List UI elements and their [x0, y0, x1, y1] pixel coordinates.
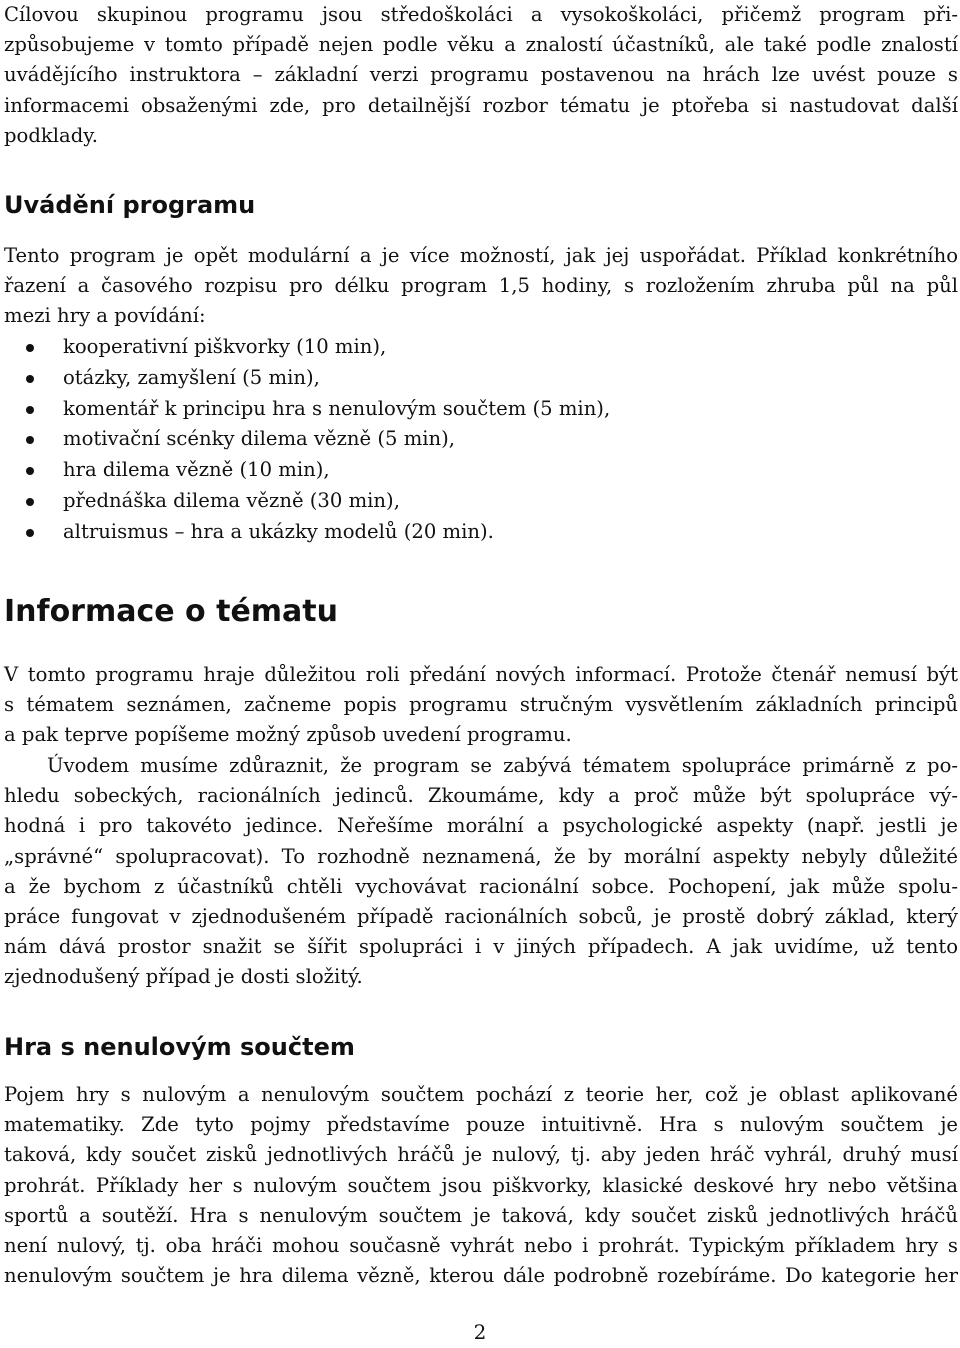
list-item: altruismus – hra a ukázky modelů (20 min). [4, 517, 610, 548]
hra-paragraph [4, 1080, 958, 1291]
list-item: komentář k principu hra s nenulovým součtem (5 min), [4, 394, 610, 425]
bullet-icon [26, 529, 34, 537]
bullet-icon [26, 344, 34, 352]
text-line: sportů a soutěží. Hra s nenulovým součtem je taková, kdy součet zisků jednotlivých hráčů [4, 1203, 958, 1227]
intro-paragraph [4, 0, 958, 151]
heading-informace-o-tematu: Informace o tématu [4, 594, 338, 629]
list-item: otázky, zamyšlení (5 min), [4, 363, 610, 394]
text-line: Tento program je opět modulární a je více možností, jak jej uspořádat. Příklad konkrétního [4, 244, 958, 267]
uvadeni-paragraph [4, 241, 958, 332]
text-line: nám dává prostor snažit se šířit spolupráci i v jiných případech. A jak uvidíme, už tento [4, 935, 958, 959]
list-item: přednáška dilema vězně (30 min), [4, 486, 610, 517]
text-line: „správné“ spolupracovat). To rozhodně neznamená, že by morální aspekty nebyly důležité [4, 844, 958, 868]
text-line: hledu sobeckých, racionálních jedinců. Zkoumáme, kdy a proč může být spolupráce vý- [4, 784, 958, 808]
text-line: taková, kdy součet zisků jednotlivých hráčů je nulový, tj. aby jeden hráč vyhrál, druhý musí [4, 1143, 958, 1167]
bullet-icon [26, 498, 34, 506]
text-line: způsobujeme v tomto případě nejen podle věku a znalostí účastníků, ale také podle znalostí [4, 33, 958, 57]
text-line: nenulovým součtem je hra dilema vězně, kterou dále podrobně rozebíráme. Do kategorie her [4, 1264, 958, 1288]
heading-hra-s-nenulovym-souctem: Hra s nenulovým součtem [4, 1033, 355, 1061]
text-line: a pak teprve popíšeme možný způsob uvedení programu. [4, 723, 572, 747]
text-line: zjednodušený případ je dosti složitý. [4, 965, 363, 989]
text-line: Úvodem musíme zdůraznit, že program se zabývá tématem spolupráce primárně z po- [47, 754, 958, 777]
list-item: kooperativní piškvorky (10 min), [4, 332, 610, 363]
text-line: V tomto programu hraje důležitou roli předání nových informací. Protože čtenář nemusí být [4, 663, 958, 686]
text-line: Pojem hry s nulovým a nenulovým součtem pochází z teorie her, což je oblast aplikované [4, 1083, 958, 1106]
heading-uvadeni-programu: Uvádění programu [4, 191, 256, 219]
bullet-icon [26, 375, 34, 383]
text-line: uvádějícího instruktora – základní verzi programu postavenou na hrách lze uvést pouze s [4, 63, 958, 87]
informace-paragraph-1 [4, 660, 958, 751]
text-line: a že bychom z účastníků chtěli vychovávat racionální sobce. Pochopení, jak může spolu- [4, 874, 958, 898]
bullet-icon [26, 406, 34, 414]
text-line: s tématem seznámen, začneme popis programu stručným vysvětlením základních principů [4, 693, 958, 717]
list-item: hra dilema vězně (10 min), [4, 455, 610, 486]
text-line: prohrát. Příklady her s nulovým součtem jsou piškvorky, klasické deskové hry nebo většina [4, 1173, 958, 1197]
bullet-icon [26, 436, 34, 444]
text-line: mezi hry a povídání: [4, 304, 206, 328]
text-line: práce fungovat v zjednodušeném případě racionálních sobců, je prostě dobrý základ, který [4, 905, 958, 929]
text-line: informacemi obsaženými zde, pro detailnější rozbor tématu je ptořeba si nastudovat další [4, 93, 958, 117]
text-line: není nulový, tj. oba hráči mohou současně vyhrát nebo i prohrát. Typickým příkladem hry s [4, 1234, 958, 1258]
schedule-list [4, 332, 610, 548]
list-item: motivační scénky dilema vězně (5 min), [4, 424, 610, 455]
page-number: 2 [473, 1320, 487, 1344]
text-line: Cílovou skupinou programu jsou středoškoláci a vysokoškoláci, přičemž program při- [4, 3, 958, 26]
text-line: podklady. [4, 123, 98, 147]
informace-paragraph-2 [4, 751, 958, 993]
text-line: matematiky. Zde tyto pojmy představíme pouze intuitivně. Hra s nulovým součtem je [4, 1113, 958, 1137]
bullet-icon [26, 467, 34, 475]
text-line: hodná i pro takovéto jedince. Neřešíme morální a psychologické aspekty (např. jestli je [4, 814, 958, 838]
text-line: řazení a časového rozpisu pro délku program 1,5 hodiny, s rozložením zhruba půl na půl [4, 274, 958, 298]
